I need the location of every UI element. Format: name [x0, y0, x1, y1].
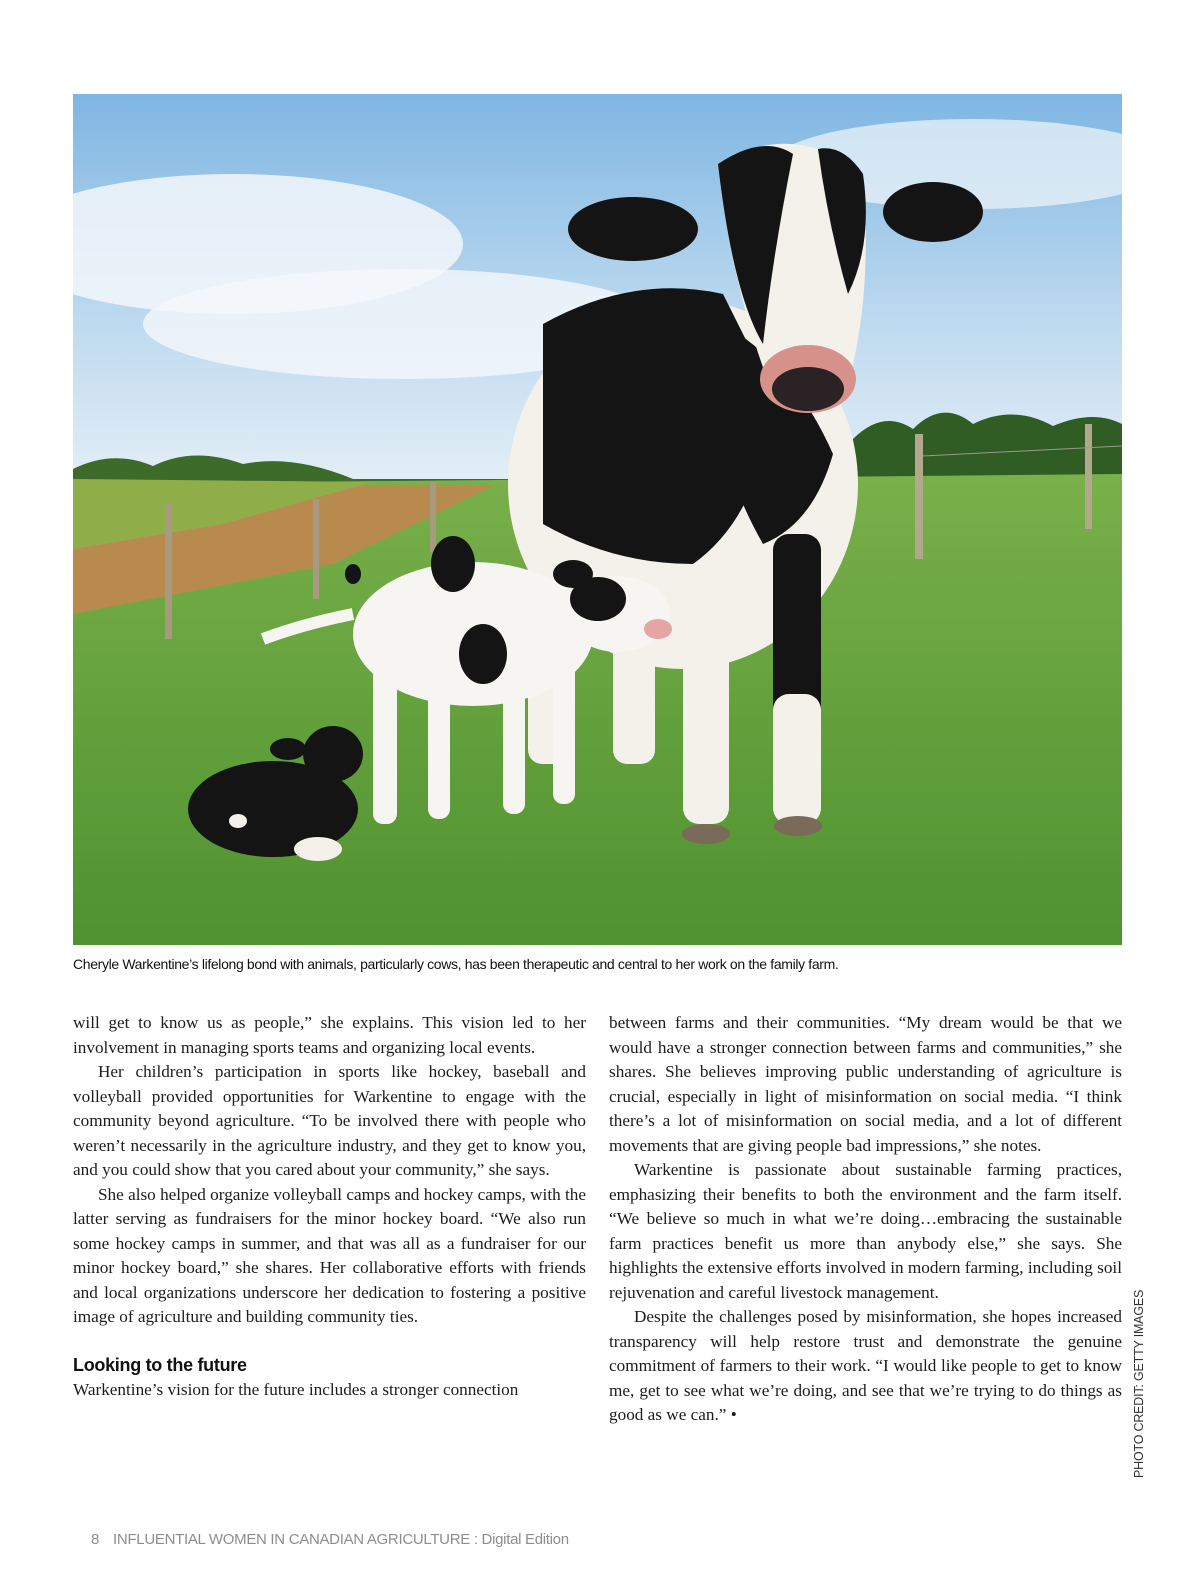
fence-post — [430, 482, 436, 552]
photo-credit: PHOTO CREDIT: GETTY IMAGES — [1132, 1289, 1146, 1478]
body-paragraph: Despite the challenges posed by misinformation, she hopes increased transparency will help restore trust and demonstrate the genuine commitment of farmers to their work. “I would like people to get to know me, get to see what we’re doing, and see that we’re trying to do things as good as we can.” • — [609, 1307, 1122, 1424]
section-subheading: Looking to the future — [73, 1354, 247, 1375]
article-column-right — [609, 1011, 1122, 1428]
photo-caption: Cheryle Warkentine’s lifelong bond with animals, particularly cows, has been therapeutic and central to her work on the family farm. — [73, 956, 839, 972]
publication-title: INFLUENTIAL WOMEN IN CANADIAN AGRICULTURE : Digital Edition — [113, 1531, 569, 1548]
body-paragraph: Her children’s participation in sports like hockey, baseball and volleyball provided opportunities for Warkentine to engage with the community beyond agriculture. “To be involved there with people who weren’t necessarily in the agriculture industry, and they get to know you, and you could show that you cared about your community,” she says. — [73, 1062, 586, 1179]
fence-post — [165, 504, 172, 639]
body-paragraph: She also helped organize volleyball camps and hockey camps, with the latter serving as fundraisers for the minor hockey board. “We also run some hockey camps in summer, and that was all as a fundraiser for our minor hockey board,” she shares. Her collaborative efforts with friends and local organizations underscore her dedication to fostering a positive image of agriculture and building community ties. — [73, 1184, 586, 1326]
fence-post — [915, 434, 923, 559]
article-photo — [73, 94, 1122, 945]
page-footer — [91, 1531, 569, 1548]
cow-photo-illustration — [73, 94, 1122, 945]
body-paragraph: Warkentine is passionate about sustainable farming practices, emphasizing their benefits to both the environment and the farm itself. “We believe so much in what we’re doing…embracing the sustainable farm practices benefit us more than anybody else,” she says. She highlights the extensive efforts involved in modern farming, including soil rejuvenation and careful livestock management. — [609, 1160, 1122, 1302]
body-paragraph: will get to know us as people,” she explains. This vision led to her involvement in managing sports teams and organizing local events. — [73, 1013, 586, 1057]
article-column-left — [73, 1011, 586, 1402]
body-paragraph: between farms and their communities. “My dream would be that we would have a stronger connection between farms and communities,” she shares. She believes improving public understanding of agriculture is crucial, especially in light of misinformation on social media. “I think there’s a lot of misinformation on social media, and a lot of different movements that are giving people bad impressions,” she notes. — [609, 1013, 1122, 1155]
fence-post — [313, 499, 319, 599]
fence-post — [1085, 424, 1092, 529]
page-number: 8 — [91, 1531, 100, 1548]
body-paragraph: Warkentine’s vision for the future includes a stronger connection — [73, 1379, 519, 1399]
